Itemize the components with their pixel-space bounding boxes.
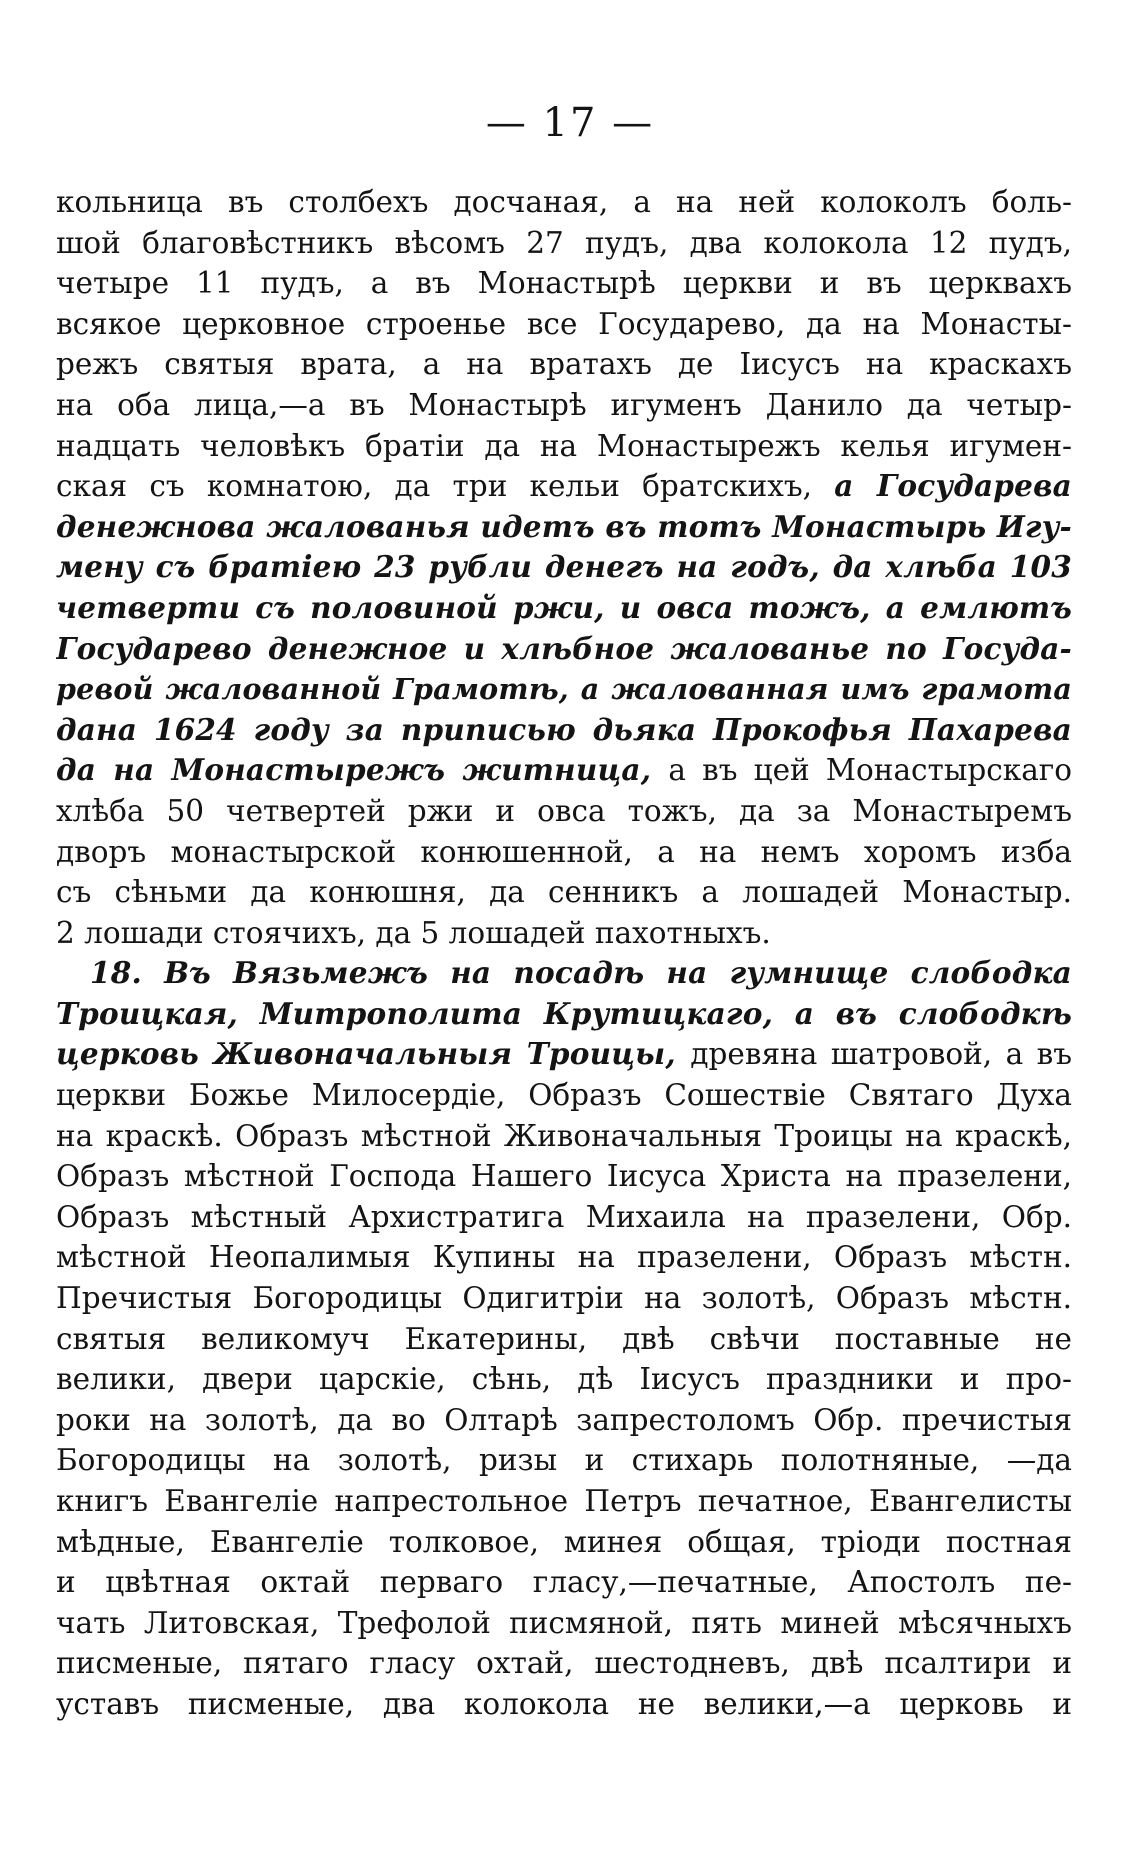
text-line (56, 1237, 1072, 1278)
text-line (56, 223, 1072, 264)
text-segment: церкви Божье Милосердіе, Образъ Сошествіе Святаго Духа (56, 1078, 1072, 1113)
text-line (56, 547, 1072, 588)
text-segment: роки на золотѣ, да во Олтарѣ запрестоломъ Обр. пречистыя (56, 1402, 1072, 1437)
text-line (56, 1481, 1072, 1522)
text-segment: Богородицы на золотѣ, ризы и стихарь полотняные, —да (56, 1443, 1072, 1478)
text-segment: а въ цей Монастырскаго (668, 753, 1072, 788)
italic-text-segment: церковь Живоначальныя Троицы, (56, 1036, 691, 1072)
text-line (56, 182, 1072, 223)
italic-text-segment: 18. Въ Вязьмежъ на посадѣ на гумнище слободка (90, 955, 1072, 991)
italic-text-segment: дана 1624 году за приписью дьяка Прокофья Пахарева (56, 711, 1072, 747)
text-line (56, 1562, 1072, 1603)
text-line (56, 872, 1072, 913)
text-segment: ская съ комнатою, да три кельи братскихъ, (56, 469, 835, 504)
text-segment: 2 лошади стоячихъ, да 5 лошадей пахотныхъ. (56, 915, 771, 950)
italic-text-segment: а Государева (834, 468, 1072, 504)
text-segment: четыре 11 пудъ, а въ Монастырѣ церкви и въ церквахъ (56, 266, 1072, 301)
italic-text-segment: четверти съ половиной ржи, и овса тожъ, а емлютъ (56, 589, 1072, 625)
text-line (56, 669, 1072, 710)
italic-text-segment: Государево денежное и хлѣбное жалованье по Госуда- (56, 630, 1072, 666)
text-line (56, 1400, 1072, 1441)
text-line (56, 1522, 1072, 1563)
text-segment: и цвѣтная октай перваго гласу,—печатные, Апостолъ пе- (56, 1565, 1072, 1600)
text-line (56, 588, 1072, 629)
text-segment: кольница въ столбехъ досчаная, а на ней колоколъ боль- (56, 185, 1072, 219)
text-segment: Пречистыя Богородицы Одигитріи на золотѣ, Образъ мѣстн. (56, 1281, 1072, 1316)
body-text (56, 182, 1072, 1725)
text-line (56, 791, 1072, 832)
text-segment: мѣстной Неопалимыя Купины на празелени, Образъ мѣстн. (56, 1240, 1072, 1275)
text-line (56, 1116, 1072, 1157)
text-line (56, 1278, 1072, 1319)
text-line (56, 466, 1072, 507)
text-segment: на оба лица,—а въ Монастырѣ игуменъ Данило да четыр- (56, 387, 1072, 422)
text-line (56, 344, 1072, 385)
text-segment: Образъ мѣстной Господа Нашего Іисуса Христа на празелени, (56, 1159, 1072, 1194)
italic-text-segment: мену съ братіею 23 рубли денегъ на годъ, да хлѣба 103 (56, 549, 1072, 585)
text-segment: хлѣба 50 четвертей ржи и овса тожъ, да за Монастыремъ (56, 793, 1072, 828)
text-segment: мѣдные, Евангеліе толковое, минея общая, тріоди постная (56, 1524, 1072, 1559)
text-line (56, 507, 1072, 548)
italic-text-segment: да на Монастырежъ житница, (56, 752, 669, 788)
text-line (56, 426, 1072, 467)
text-line (56, 953, 1072, 994)
text-line (56, 263, 1072, 304)
text-line (56, 1643, 1072, 1684)
text-segment: чать Литовская, Трефолой писмяной, пять миней мѣсячныхъ (56, 1605, 1072, 1640)
text-line (56, 1684, 1072, 1725)
text-segment: дворъ монастырской конюшенной, а на немъ хоромъ изба (56, 834, 1072, 869)
text-segment: велики, двери царскіе, сѣнь, дѣ Іисусъ праздники и про- (56, 1362, 1072, 1397)
text-line (56, 710, 1072, 751)
italic-text-segment: Троицкая, Митрополита Крутицкаго, а въ слободкѣ (56, 995, 1072, 1031)
text-segment: надцать человѣкъ братіи да на Монастырежъ келья игумен- (56, 428, 1072, 463)
text-line (56, 385, 1072, 426)
text-line (56, 1075, 1072, 1116)
text-line (56, 1603, 1072, 1644)
text-segment: съ сѣньми да конюшня, да сенникъ а лошадей Монастыр. (56, 875, 1072, 910)
text-line (56, 832, 1072, 873)
text-line (56, 994, 1072, 1035)
text-segment: на краскѣ. Образъ мѣстной Живоначальныя Троицы на краскѣ, (56, 1118, 1072, 1153)
italic-text-segment: денежнова жалованья идетъ въ тотъ Монастырь Игу- (56, 508, 1072, 544)
text-line (56, 913, 1072, 954)
text-line (56, 1197, 1072, 1238)
text-segment: древяна шатровой, а въ (690, 1037, 1072, 1072)
text-line (56, 1319, 1072, 1360)
text-line (56, 1359, 1072, 1400)
text-line (56, 1440, 1072, 1481)
text-segment: режъ святыя врата, а на вратахъ де Іисусъ на краскахъ (56, 347, 1072, 382)
italic-text-segment: ревой жалованной Грамотѣ, а жалованная имъ грамота (56, 672, 1072, 707)
text-line (56, 304, 1072, 345)
page-number: — 17 — (485, 100, 655, 146)
text-segment: книгъ Евангеліе напрестольное Петръ печатное, Евангелисты (56, 1484, 1072, 1518)
text-segment: шой благовѣстникъ вѣсомъ 27 пудъ, два колокола 12 пудъ, (56, 225, 1072, 260)
text-segment: Образъ мѣстный Архистратига Михаила на празелени, Обр. (56, 1199, 1072, 1234)
text-segment: святыя великомуч Екатерины, двѣ свѣчи поставные не (56, 1321, 1072, 1356)
text-segment: всякое церковное строенье все Государево, да на Монасты- (56, 306, 1072, 341)
text-line (56, 1034, 1072, 1075)
text-line (56, 750, 1072, 791)
text-line (56, 629, 1072, 670)
text-segment: писменые, пятаго гласу охтай, шестодневъ, двѣ псалтири и (56, 1646, 1072, 1681)
text-segment: уставъ писменые, два колокола не велики,—а церковь и (56, 1686, 1072, 1721)
text-line (56, 1156, 1072, 1197)
